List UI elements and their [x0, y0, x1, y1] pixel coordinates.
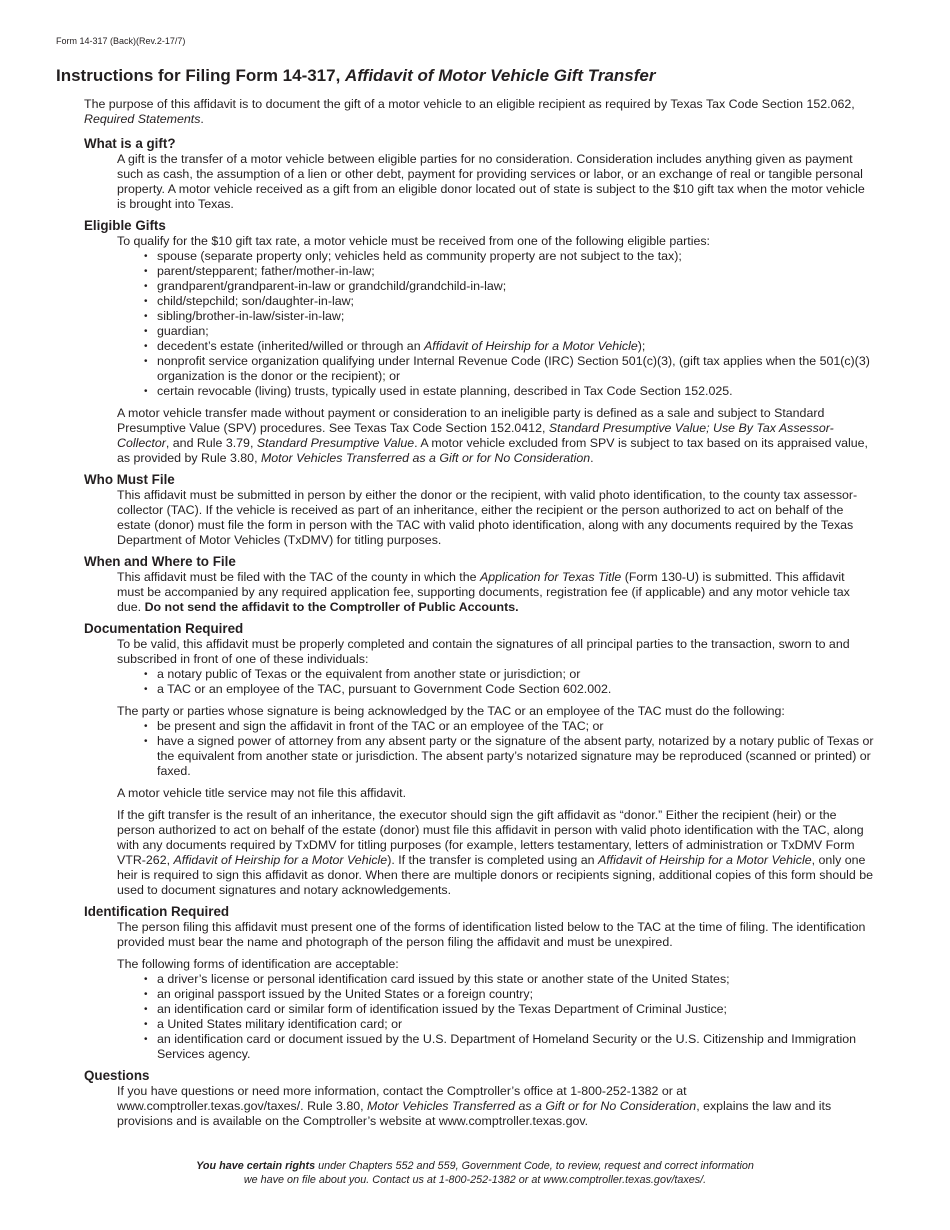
docs-lead-2: The party or parties whose signature is being acknowledged by the TAC or an employee of the TAC must do the following:	[117, 704, 785, 718]
list-item: • an original passport issued by the United States or a foreign country;	[157, 987, 874, 1002]
id-text: The person filing this affidavit must present one of the forms of identification listed below to the TAC at the time of filing. The identification provided must bear the name and photograph of the person filing the affidavit and must be unexpired.	[117, 920, 866, 949]
section-questions	[84, 1068, 874, 1129]
eligible-parties-list	[117, 249, 874, 399]
list-item: • a United States military identification card; or	[157, 1017, 874, 1032]
intro-end: .	[200, 112, 204, 126]
spv-italic-3: Motor Vehicles Transferred as a Gift or for No Consideration	[260, 451, 591, 465]
list-item: • nonprofit service organization qualifying under Internal Revenue Code (IRC) Section 501(c)(3), (gift tax applies when the 501(c)(3) organization is the donor or the recipient); or	[157, 354, 874, 384]
questions-text-1: If you have questions or need more information, contact the Comptroller’s office at 1-800-252-1382 or at www.comptroller.texas.gov/taxes/. Rule 3.80,	[117, 1084, 687, 1113]
estate-italic: Affidavit of Heirship for a Motor Vehicle	[424, 339, 638, 353]
id-lead: The following forms of identification are acceptable:	[117, 957, 399, 971]
inh-italic-1: Affidavit of Heirship for a Motor Vehicle	[173, 853, 388, 867]
instructions-body	[84, 97, 874, 1135]
list-item: • a driver’s license or personal identification card issued by this state or another state of the United States;	[157, 972, 874, 987]
id-list	[117, 972, 874, 1062]
list-item: • parent/stepparent; father/mother-in-law;	[157, 264, 874, 279]
intro-italic: Required Statements	[84, 112, 201, 126]
section-what-is-gift	[84, 136, 874, 212]
questions-text	[117, 1084, 874, 1129]
estate-text: decedent’s estate (inherited/willed or through an	[157, 339, 425, 353]
heading-documentation: Documentation Required	[84, 621, 244, 636]
list-item: • child/stepchild; son/daughter-in-law;	[157, 294, 874, 309]
spv-paragraph	[117, 406, 874, 466]
intro-paragraph	[84, 97, 874, 127]
questions-italic: Motor Vehicles Transferred as a Gift or for No Consideration	[367, 1099, 697, 1113]
form-id: Form 14-317 (Back)(Rev.2-17/7)	[56, 36, 186, 46]
when-bold-warning: Do not send the affidavit to the Comptroller of Public Accounts.	[144, 600, 519, 614]
title-prefix: Instructions for Filing Form 14-317,	[56, 66, 346, 85]
spv-italic-2: Standard Presumptive Value	[256, 436, 415, 450]
inh-text-3: , only one heir is required to sign this affidavit as donor. When there are multiple donors or recipients signing, additional copies of this form should be used to document signatures and notary acknowledgements.	[117, 853, 874, 897]
who-must-file-text: This affidavit must be submitted in person by either the donor or the recipient, with valid photo identification, to the county tax assessor-collector (TAC). If the vehicle is received as part of an inheritance, either the recipient or the person authorized to act on behalf of the estate (donor) must file the form in person with the TAC with valid photo identification, along with any documents required by the Texas Department of Motor Vehicles (TxDMV) for titling purposes.	[117, 488, 858, 547]
list-item: • an identification card or similar form of identification issued by the Texas Department of Criminal Justice;	[157, 1002, 874, 1017]
section-when-where	[84, 554, 874, 615]
inh-italic-2: Affidavit of Heirship for a Motor Vehicle	[597, 853, 812, 867]
list-item	[157, 339, 874, 354]
heading-when-where: When and Where to File	[84, 554, 236, 569]
intro-text: The purpose of this affidavit is to document the gift of a motor vehicle to an eligible recipient as required by Texas Tax Code Section 152.062,	[84, 97, 855, 111]
spv-text-1: A motor vehicle transfer made without payment or consideration to an ineligible party is defined as a sale and subject to Standard Presumptive Value (SPV) procedures. See Texas Tax Code Section 152.0412,	[117, 406, 825, 435]
footer-bold: You have certain rights	[196, 1160, 316, 1172]
footer-line-1	[0, 1160, 950, 1174]
list-item: • grandparent/grandparent-in-law or grandchild/grandchild-in-law;	[157, 279, 874, 294]
footer-line-2: we have on file about you. Contact us at 1-800-252-1382 or at www.comptroller.texas.gov/taxes/.	[243, 1173, 707, 1186]
list-item: • sibling/brother-in-law/sister-in-law;	[157, 309, 874, 324]
list-item: • an identification card or document issued by the U.S. Department of Homeland Security or the U.S. Citizenship and Immigration Services agency.	[157, 1032, 874, 1062]
heading-questions: Questions	[84, 1068, 150, 1083]
section-eligible-gifts	[84, 218, 874, 466]
inh-text-2: ). If the transfer is completed using an	[387, 853, 598, 867]
list-item: • certain revocable (living) trusts, typically used in estate planning, described in Tax Code Section 152.025.	[157, 384, 874, 399]
when-italic: Application for Texas Title	[479, 570, 622, 584]
privacy-footer	[0, 1160, 950, 1187]
inh-text-1: If the gift transfer is the result of an inheritance, the executor should sign the gift affidavit as “donor.” Either the recipient (heir) or the person authorized to act on behalf of the estate (donor) must file this affidavit in person with valid photo identification with the TAC, along with any documents required by TxDMV for titling purposes (for example, letters testamentary, letters of administration or TxDMV Form VTR-262,	[117, 808, 864, 867]
section-who-must-file	[84, 472, 874, 548]
title-service-note: A motor vehicle title service may not file this affidavit.	[117, 786, 407, 800]
list-item: • a TAC or an employee of the TAC, pursuant to Government Code Section 602.002.	[157, 682, 874, 697]
section-identification	[84, 904, 874, 1062]
docs-list	[117, 667, 874, 697]
heading-who-must-file: Who Must File	[84, 472, 175, 487]
what-is-gift-text: A gift is the transfer of a motor vehicle between eligible parties for no consideration. Consideration includes anything given as payment such as cash, the assumption of a lien or other debt, payment for providing services or labor, or an exchange of real or tangible personal property. A motor vehicle received as a gift from an eligible donor located out of state is subject to the $10 gift tax when the motor vehicle is brought into Texas.	[117, 152, 865, 211]
list-item: • have a signed power of attorney from any absent party or the signature of the absent party, notarized by a notary public of Texas or the equivalent from another state or jurisdiction. The absent party’s notarized signature may be reproduced (scanned or printed) or faxed.	[157, 734, 874, 779]
footer-text-1: under Chapters 552 and 559, Government Code, to review, request and correct information	[315, 1160, 754, 1172]
heading-eligible-gifts: Eligible Gifts	[84, 218, 166, 233]
when-text-1: This affidavit must be filed with the TAC of the county in which the	[117, 570, 480, 584]
list-item: • spouse (separate property only; vehicles held as community property are not subject to the tax);	[157, 249, 874, 264]
list-item: • be present and sign the affidavit in front of the TAC or an employee of the TAC; or	[157, 719, 874, 734]
heading-what-is-gift: What is a gift?	[84, 136, 176, 151]
list-item: • guardian;	[157, 324, 874, 339]
docs-list-2	[117, 719, 874, 779]
section-documentation	[84, 621, 874, 898]
spv-text-3: . A motor vehicle excluded from SPV is subject to tax based on its appraised value, as provided by Rule 3.80,	[117, 436, 869, 465]
docs-lead: To be valid, this affidavit must be properly completed and contain the signatures of all principal parties to the transaction, sworn to and subscribed in front of one of these individuals:	[117, 637, 850, 666]
questions-text-2: , explains the law and its provisions and is available on the Comptroller’s website at www.comptroller.texas.gov.	[117, 1099, 832, 1128]
heading-identification: Identification Required	[84, 904, 230, 919]
title-italic: Affidavit of Motor Vehicle Gift Transfer	[345, 66, 656, 85]
eligible-lead: To qualify for the $10 gift tax rate, a motor vehicle must be received from one of the following eligible parties:	[117, 234, 710, 248]
spv-text-2: , and Rule 3.79,	[165, 436, 257, 450]
list-item: • a notary public of Texas or the equivalent from another state or jurisdiction; or	[157, 667, 874, 682]
page-title	[56, 66, 656, 86]
inheritance-paragraph	[117, 808, 874, 898]
spv-end: .	[590, 451, 594, 465]
spv-italic-1: Standard Presumptive Value; Use By Tax Assessor-Collector	[117, 421, 834, 450]
estate-end: );	[637, 339, 646, 353]
when-where-text	[117, 570, 874, 615]
when-text-2: (Form 130-U) is submitted. This affidavit must be accompanied by any required application fee, supporting documents, registration fee (if applicable) and any motor vehicle tax due.	[117, 570, 850, 614]
